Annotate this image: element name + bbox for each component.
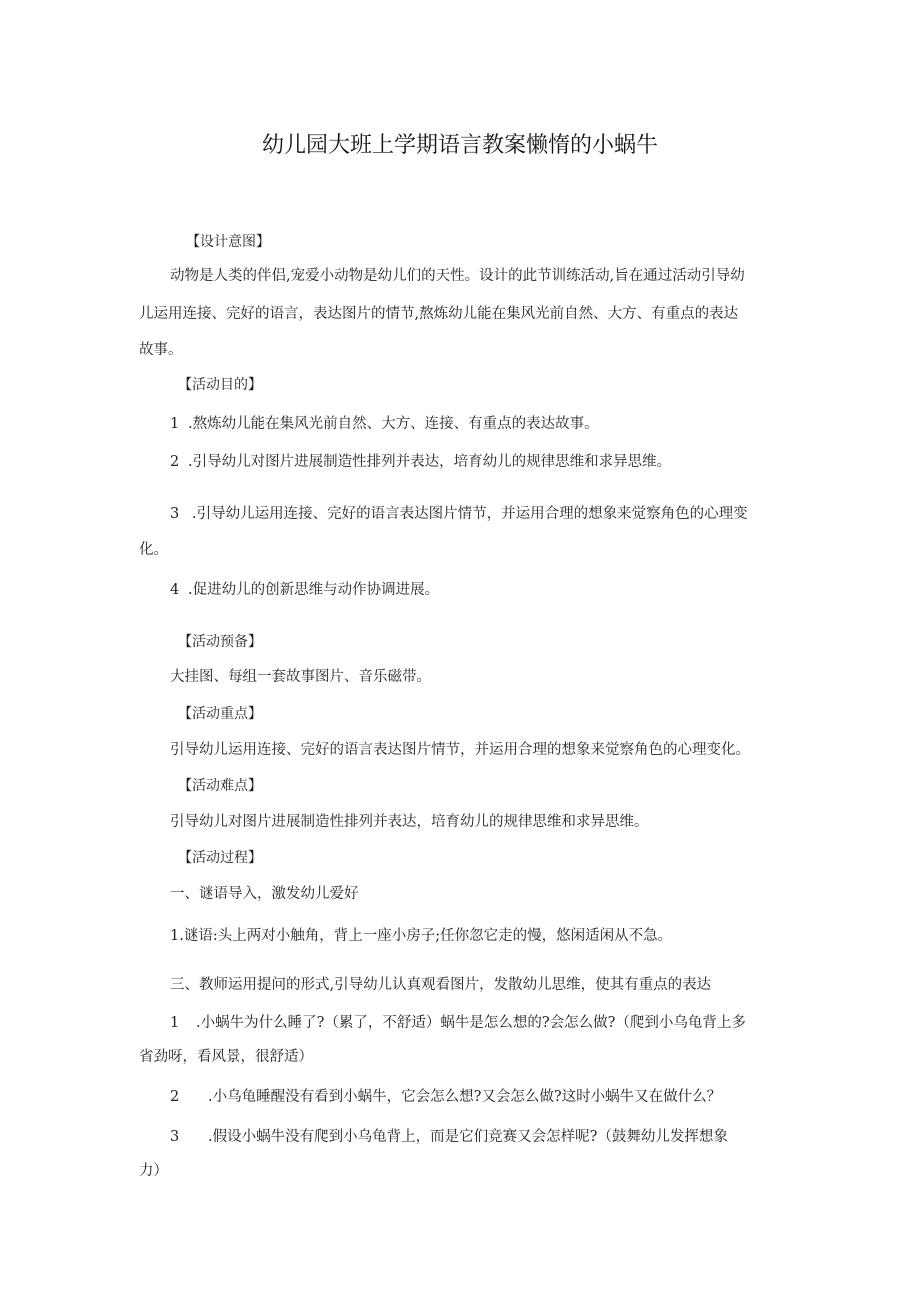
- goal-number: 2: [170, 454, 180, 470]
- question-number: 1: [170, 1015, 180, 1031]
- goal-number: 4: [170, 582, 180, 598]
- question-text: .假设小蜗牛没有爬到小乌龟背上，而是它们竞赛又会怎样呢?（鼓舞幼儿发挥想象: [208, 1129, 728, 1145]
- section-heading-goals: 【活动目的】: [178, 377, 262, 393]
- question-item: [170, 1127, 728, 1147]
- process-step-3: 三、教师运用提问的形式,引导幼儿认真观看图片，发散幼儿思维，使其有重点的表达: [170, 977, 712, 993]
- question-item: [170, 1013, 746, 1033]
- preparation-text: 大挂图、每组一套故事图片、音乐磁带。: [170, 669, 431, 685]
- question-number: 3: [170, 1129, 180, 1145]
- section-heading-difficulty: 【活动难点】: [178, 778, 262, 794]
- design-intent-line: 故事。: [139, 342, 183, 358]
- goal-text-continuation: 化。: [139, 542, 168, 558]
- design-intent-line: 儿运用连接、完好的语言，表达图片的情节,熬炼幼儿能在集风光前自然、大方、有重点的表达: [139, 306, 739, 322]
- question-text-continuation: 力）: [139, 1163, 168, 1179]
- goal-item: [170, 580, 439, 600]
- goal-text: .引导幼儿运用连接、完好的语言表达图片情节，并运用合理的想象来觉察角色的心理变: [192, 506, 748, 522]
- question-text: .小蜗牛为什么睡了?（累了，不舒适）蜗牛是怎么想的?会怎么做?（爬到小乌龟背上多: [196, 1015, 746, 1031]
- goal-number: 3: [170, 506, 180, 522]
- section-heading-preparation: 【活动预备】: [178, 634, 262, 650]
- goal-text: .引导幼儿对图片进展制造性排列并表达，培育幼儿的规律思维和求异思维。: [188, 454, 672, 470]
- goal-item: [170, 414, 599, 434]
- section-heading-design-intent: 【设计意图】: [186, 234, 270, 250]
- goal-text: .促进幼儿的创新思维与动作协调进展。: [188, 582, 440, 598]
- key-point-text: 引导幼儿运用连接、完好的语言表达图片情节，并运用合理的想象来觉察角色的心理变化。: [170, 742, 750, 758]
- goal-item: [170, 452, 671, 472]
- question-text-continuation: 省劲呀，看风景，很舒适）: [139, 1049, 313, 1065]
- riddle-text: 1.谜语:头上两对小触角，背上一座小房子;任你忽它走的慢，悠闲适闲从不急。: [170, 928, 673, 944]
- section-heading-process: 【活动过程】: [178, 850, 262, 866]
- design-intent-line: 动物是人类的伴侣,宠爱小动物是幼儿们的天性。设计的此节训练活动,旨在通过活动引导幼: [170, 268, 745, 284]
- section-heading-key-point: 【活动重点】: [178, 706, 262, 722]
- question-item: [170, 1087, 721, 1107]
- difficulty-text: 引导幼儿对图片进展制造性排列并表达，培育幼儿的规律思维和求异思维。: [170, 814, 649, 830]
- question-text: .小乌龟睡醒没有看到小蜗牛，它会怎么想?又会怎么做?这时小蜗牛又在做什么？: [208, 1089, 722, 1105]
- document-title: 幼儿园大班上学期语言教案懒惰的小蜗牛: [261, 133, 658, 158]
- process-step-1: 一、谜语导入，激发幼儿爱好: [170, 886, 359, 902]
- question-number: 2: [170, 1089, 180, 1105]
- goal-number: 1: [170, 416, 180, 432]
- goal-text: .熬炼幼儿能在集风光前自然、大方、连接、有重点的表达故事。: [188, 416, 599, 432]
- goal-item: [170, 504, 748, 524]
